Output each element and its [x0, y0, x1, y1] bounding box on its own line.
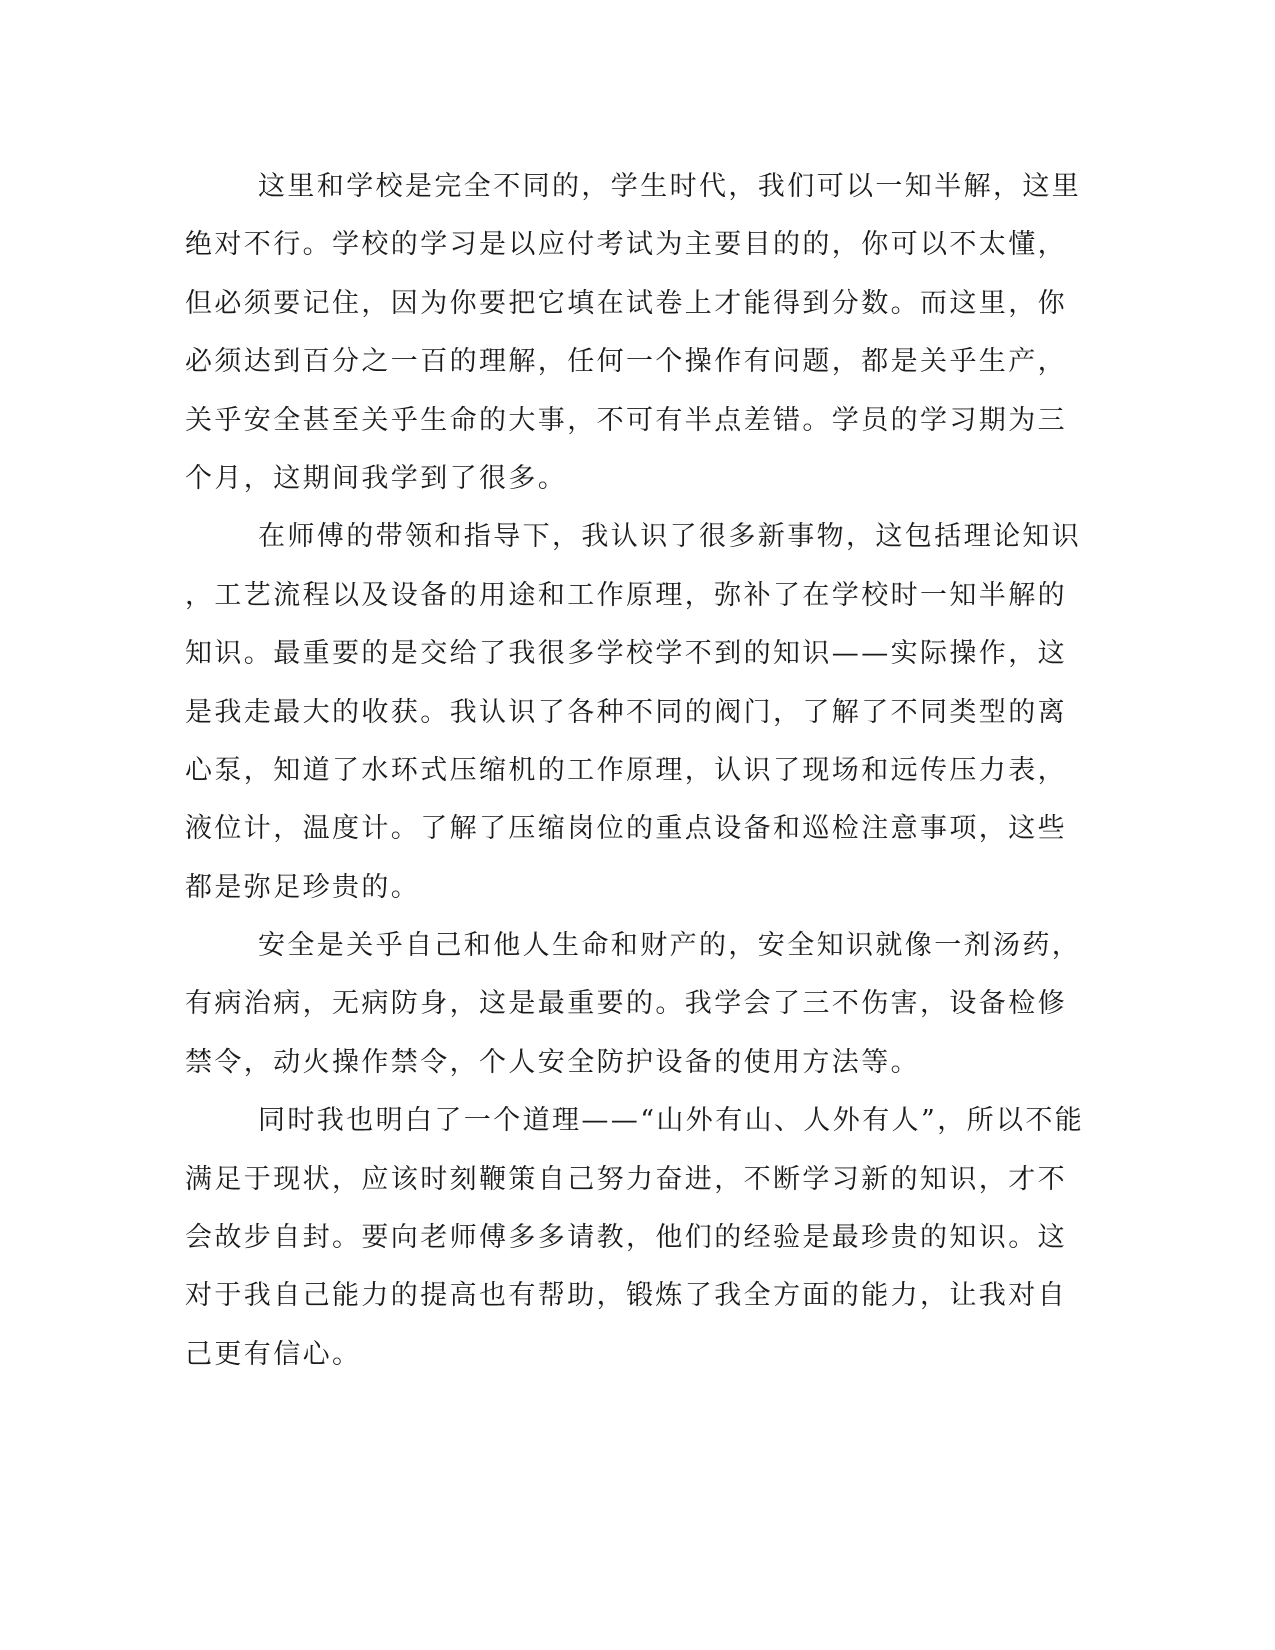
paragraph-1 — [185, 158, 1082, 508]
paragraph-line: 液位计，温度计。了解了压缩岗位的重点设备和巡检注意事项，这些 — [185, 813, 1067, 845]
paragraph-line: ，工艺流程以及设备的用途和工作原理，弥补了在学校时一知半解的 — [185, 579, 1067, 611]
paragraph-4 — [185, 1092, 1085, 1384]
paragraph-line: 在师傅的带领和指导下，我认识了很多新事物，这包括理论知识 — [258, 521, 1082, 553]
paragraph-line: 知识。最重要的是交给了我很多学校学不到的知识——实际操作，这 — [185, 638, 1067, 670]
paragraph-line: 满足于现状，应该时刻鞭策自己努力奋进，不断学习新的知识，才不 — [185, 1163, 1067, 1195]
paragraph-3 — [185, 917, 1082, 1092]
paragraph-line: 但必须要记住，因为你要把它填在试卷上才能得到分数。而这里，你 — [185, 287, 1067, 319]
document-body — [185, 158, 1085, 1384]
paragraph-line: 都是弥足珍贵的。 — [185, 871, 421, 903]
paragraph-line: 会故步自封。要向老师傅多多请教，他们的经验是最珍贵的知识。这 — [185, 1222, 1067, 1254]
paragraph-line: 个月，这期间我学到了很多。 — [185, 462, 568, 494]
paragraph-line: 有病治病，无病防身，这是最重要的。我学会了三不伤害，设备检修 — [185, 988, 1067, 1020]
paragraph-line: 安全是关乎自己和他人生命和财产的，安全知识就像一剂汤药， — [258, 930, 1082, 962]
paragraph-2 — [185, 508, 1082, 917]
paragraph-line: 关乎安全甚至关乎生命的大事，不可有半点差错。学员的学习期为三 — [185, 404, 1067, 436]
paragraph-line: 是我走最大的收获。我认识了各种不同的阀门，了解了不同类型的离 — [185, 696, 1067, 728]
paragraph-line: 己更有信心。 — [185, 1338, 362, 1370]
paragraph-line: 心泵，知道了水环式压缩机的工作原理，认识了现场和远传压力表， — [185, 754, 1067, 786]
paragraph-line: 禁令，动火操作禁令，个人安全防护设备的使用方法等。 — [185, 1046, 920, 1078]
paragraph-line: 同时我也明白了一个道理——“山外有山、人外有人”，所以不能 — [258, 1105, 1085, 1137]
paragraph-line: 绝对不行。学校的学习是以应付考试为主要目的的，你可以不太懂， — [185, 229, 1067, 261]
paragraph-line: 对于我自己能力的提高也有帮助，锻炼了我全方面的能力，让我对自 — [185, 1280, 1067, 1312]
paragraph-line: 这里和学校是完全不同的，学生时代，我们可以一知半解，这里 — [258, 171, 1082, 202]
paragraph-line: 必须达到百分之一百的理解，任何一个操作有问题，都是关乎生产， — [185, 346, 1067, 378]
